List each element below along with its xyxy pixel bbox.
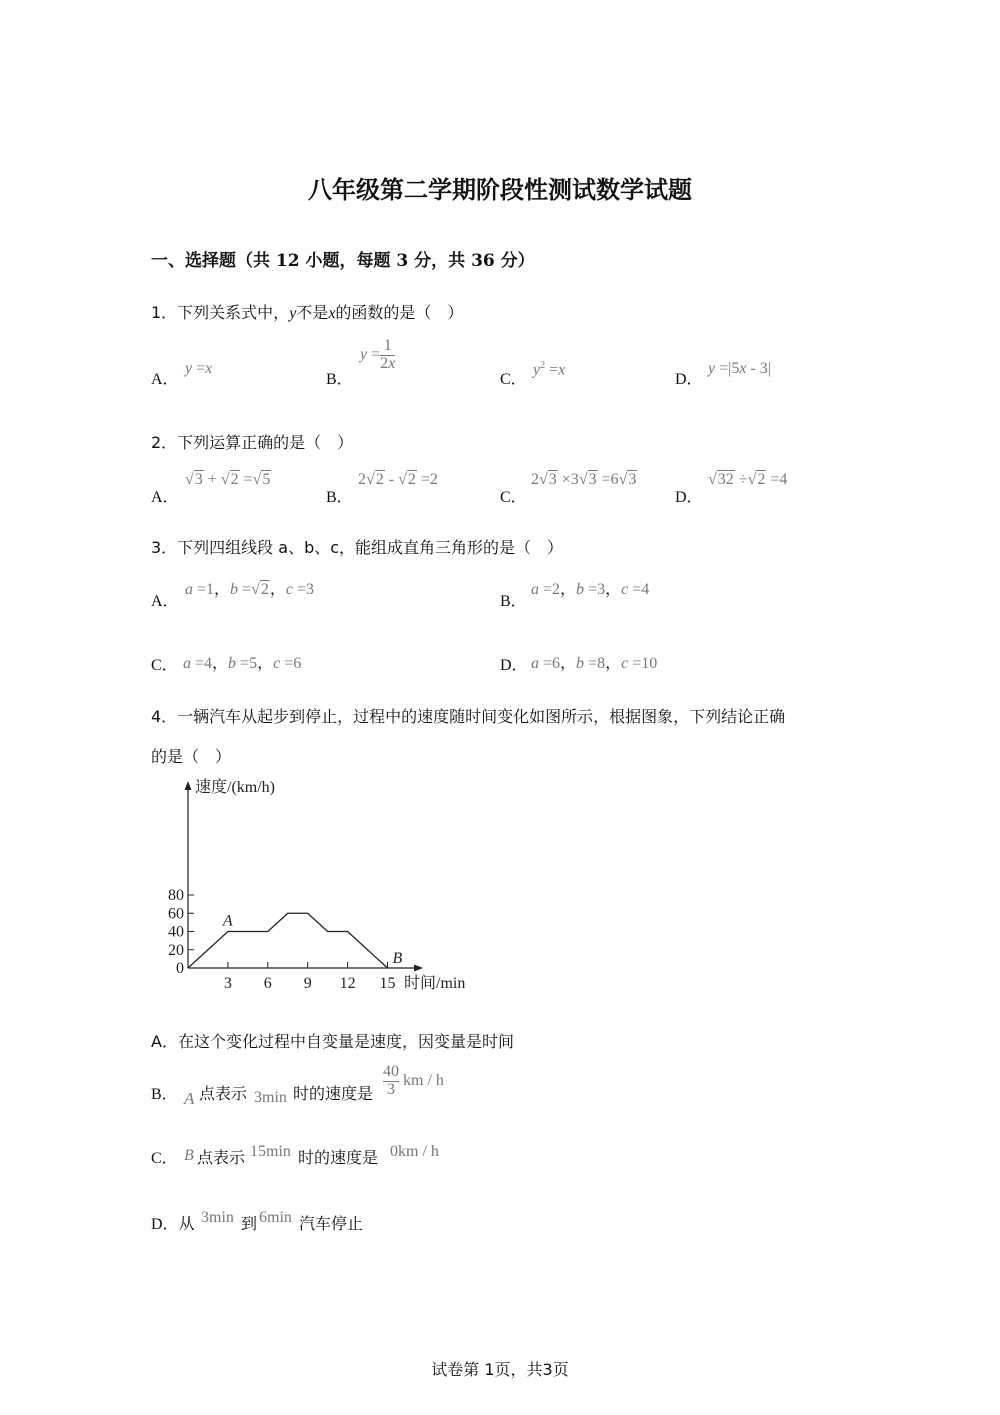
q1-option-c-formula: $y^2 =x$ — [533, 360, 566, 379]
y-tick-label: 20 — [168, 941, 184, 959]
q4-option-b-text2: 时的速度是 — [293, 1084, 374, 1103]
q4-option-d-text3: 汽车停止 — [299, 1214, 364, 1233]
x-tick-label: 6 — [263, 975, 272, 992]
q4-option-c-speed: 0km / h — [390, 1143, 439, 1160]
q1-option-d-formula: y =|5x - 3| — [708, 360, 771, 377]
point-label-a: A — [222, 912, 233, 930]
q2-option-a-label: A． — [151, 489, 179, 506]
q3-option-a-formula: a =1，b =√2，c =3 — [185, 581, 315, 598]
question-1-stem: 1．下列关系式中，y不是x的函数的是（ ） — [151, 303, 464, 322]
q4-option-d-end: 6min — [259, 1209, 292, 1226]
question-4-stem-line1: 4．一辆汽车从起步到停止，过程中的速度随时间变化如图所示，根据图象，下列结论正确 — [151, 707, 786, 726]
q4-option-d-start: 3min — [201, 1209, 234, 1226]
q3-option-c-label: C． — [151, 657, 178, 674]
q1-option-a-formula: y =x — [185, 360, 213, 377]
q2-option-a-formula: √3 + √2 =√5 — [185, 471, 271, 488]
q4-option-c-point: B — [184, 1147, 194, 1164]
x-tick-label: 12 — [339, 975, 356, 992]
q4-option-a: A．在这个变化过程中自变量是速度，因变量是时间 — [151, 1032, 514, 1051]
q4-option-d: D．从 — [151, 1214, 195, 1233]
q3-option-b-label: B． — [500, 593, 527, 610]
x-tick-label: 3 — [223, 975, 232, 992]
q3-option-d-formula: a =6，b =8，c =10 — [531, 655, 658, 672]
q4-option-b: B． — [151, 1086, 178, 1103]
q4-option-c: C． — [151, 1150, 178, 1167]
x-axis-label: 时间/min — [404, 975, 466, 992]
origin-label: 0 — [176, 960, 184, 977]
q4-option-b-speed: $\frac{40}{3}$ km / h — [383, 1063, 444, 1098]
y-tick-label: 60 — [168, 905, 184, 923]
point-label-b: B — [392, 950, 403, 967]
x-axis-arrow — [414, 965, 423, 972]
y-axis-label: 速度/(km/h) — [195, 779, 275, 796]
page-title: 八年级第二学期阶段性测试数学试题 — [308, 176, 692, 204]
q2-option-b-formula: 2√2 - √2 =2 — [358, 471, 438, 488]
y-axis-arrow — [185, 781, 192, 790]
q2-option-d-label: D． — [675, 489, 703, 506]
q4-option-b-time: 3min — [254, 1089, 287, 1106]
q1-option-c-label: C． — [500, 371, 527, 388]
page-footer: 试卷第 1页，共3页 — [431, 1360, 569, 1379]
q4-option-d-text2: 到 — [241, 1214, 258, 1233]
q2-option-d-formula: √32 ÷√2 =4 — [708, 471, 788, 488]
q2-option-b-label: B． — [326, 489, 353, 506]
q3-option-c-formula: a =4，b =5，c =6 — [183, 655, 302, 672]
q1-option-a-label: A． — [151, 371, 179, 388]
x-tick-label: 15 — [379, 975, 396, 992]
q4-option-c-text1: 点表示 — [197, 1148, 246, 1167]
q1-option-b-label: B． — [326, 371, 353, 388]
x-tick-label: 9 — [303, 975, 312, 992]
y-tick-label: 40 — [168, 923, 184, 941]
q3-option-d-label: D． — [500, 657, 528, 674]
q2-option-c-label: C． — [500, 489, 527, 506]
speed-time-chart — [155, 770, 495, 995]
speed-line — [188, 913, 388, 968]
q3-option-a-label: A． — [151, 593, 179, 610]
section-heading: 一、选择题（共 12 小题，每题 3 分，共 36 分） — [151, 251, 535, 271]
q2-option-c-formula: 2√3 ×3√3 =6√3 — [531, 471, 637, 488]
q4-option-c-text2: 时的速度是 — [298, 1148, 379, 1167]
q4-option-c-time: 15min — [250, 1143, 291, 1160]
question-3-stem: 3．下列四组线段 a、b、c，能组成直角三角形的是（ ） — [151, 538, 564, 557]
q4-option-b-text1: 点表示 — [199, 1084, 248, 1103]
question-4-stem-line2: 的是（ ） — [151, 747, 232, 766]
question-2-stem: 2．下列运算正确的是（ ） — [151, 433, 354, 452]
y-tick-label: 80 — [168, 887, 184, 904]
q4-option-b-point: A — [184, 1089, 195, 1108]
q3-option-b-formula: a =2，b =3，c =4 — [531, 581, 650, 598]
q1-option-d-label: D． — [675, 371, 703, 388]
q1-option-b-formula: y = $\frac{1}{2x}$ — [360, 337, 396, 372]
